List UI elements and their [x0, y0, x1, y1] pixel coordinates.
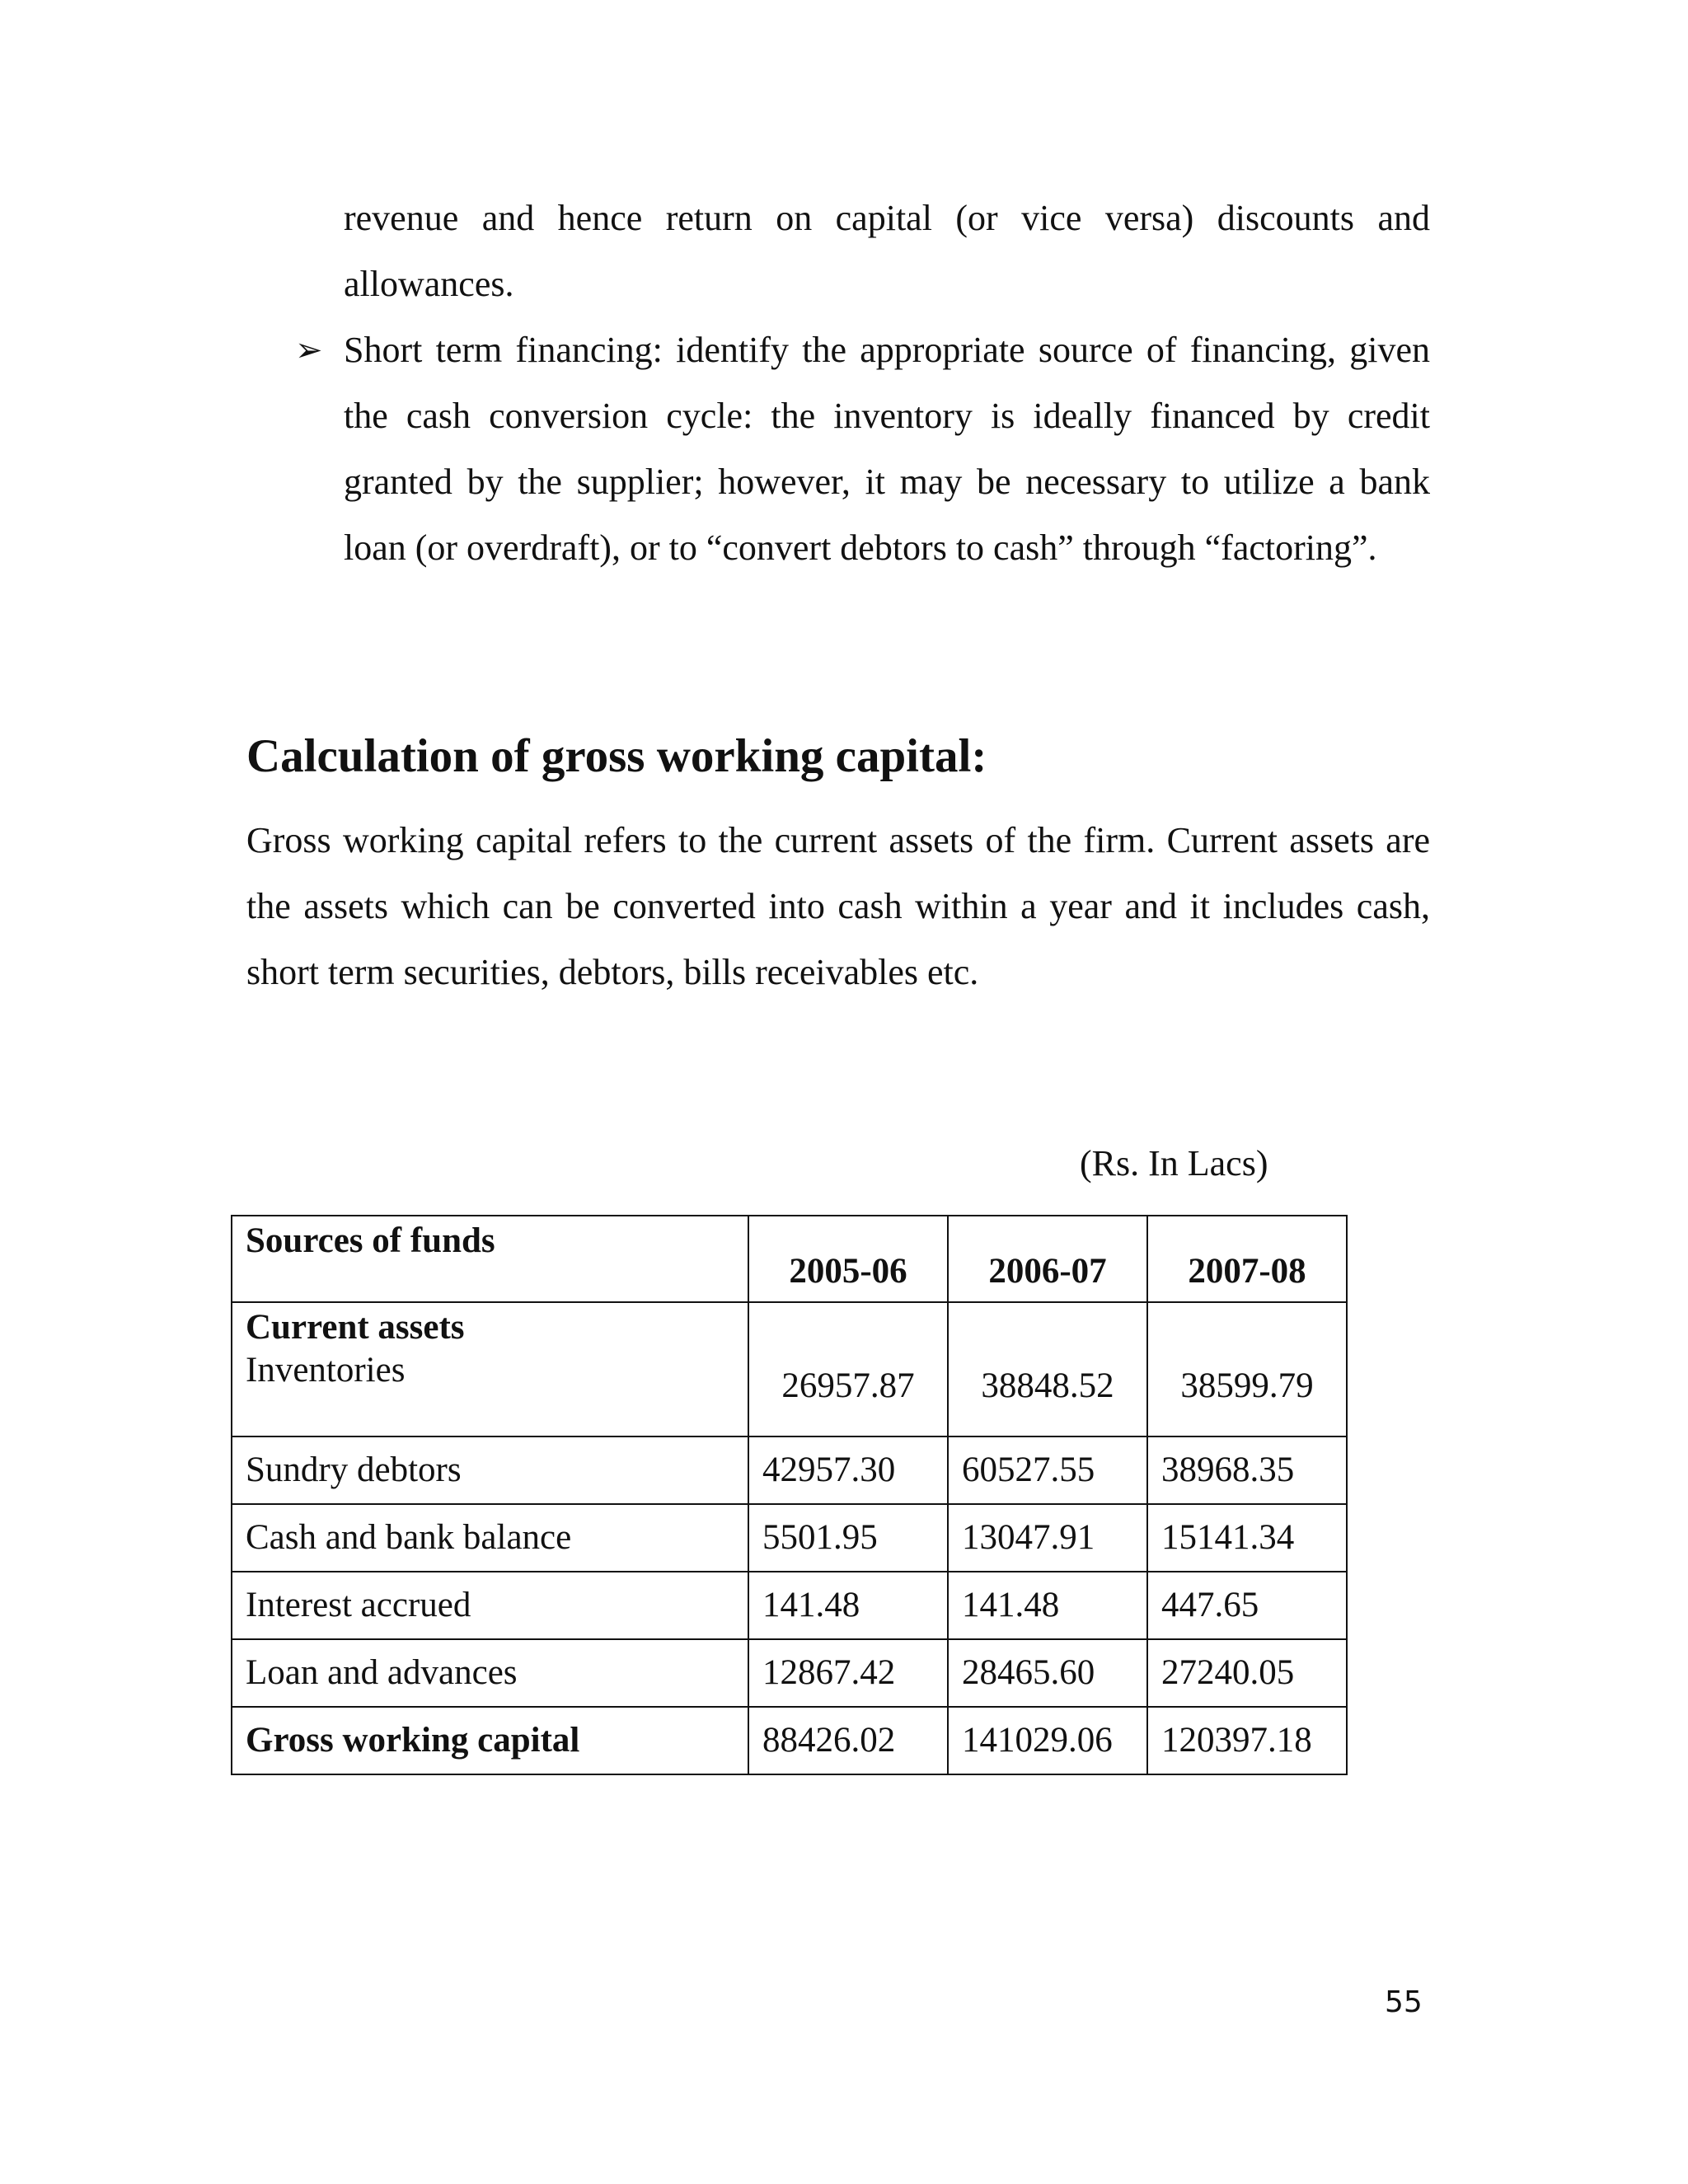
row-label-cell: Loan and advances [232, 1639, 748, 1707]
working-capital-table [231, 1215, 1348, 1775]
table-row [232, 1504, 1347, 1572]
value-cell: 12867.42 [748, 1639, 948, 1707]
value-cell: 141029.06 [948, 1707, 1147, 1774]
value-cell: 141.48 [748, 1572, 948, 1639]
value-cell: 26957.87 [748, 1302, 948, 1436]
value-cell: 88426.02 [748, 1707, 948, 1774]
section-body-paragraph: Gross working capital refers to the current assets of the firm. Current assets are the assets which can be converted into cash within a year and it includes cash, short term securities, debtors, bills receivables etc. [246, 820, 1430, 992]
row-label: Inventories [246, 1351, 406, 1390]
value-cell: 38968.35 [1147, 1436, 1347, 1504]
value-cell: 120397.18 [1147, 1707, 1347, 1774]
value-cell: 60527.55 [948, 1436, 1147, 1504]
table-row [232, 1302, 1347, 1436]
row-label-cell: Sundry debtors [232, 1436, 748, 1504]
header-year-cell: 2007-08 [1147, 1216, 1347, 1302]
arrow-bullet-icon: ➢ [295, 331, 323, 369]
row-label-cell: Interest accrued [232, 1572, 748, 1639]
header-year-cell: 2005-06 [748, 1216, 948, 1302]
table-total-row [232, 1707, 1347, 1774]
table-header-row [232, 1216, 1347, 1302]
value-cell: 27240.05 [1147, 1639, 1347, 1707]
header-year-cell: 2006-07 [948, 1216, 1147, 1302]
bullet-text: Short term financing: identify the appropriate source of financing, given the cash conversion cycle: the inventory is ideally financed by credit granted by the supplier; however, it may be necessary to utilize a bank loan (or overdraft), or to “convert debtors to cash” through “factoring”. [344, 330, 1430, 568]
header-label-cell: Sources of funds [232, 1216, 748, 1302]
value-cell: 28465.60 [948, 1639, 1147, 1707]
value-cell: 38599.79 [1147, 1302, 1347, 1436]
row-label-cell: Gross working capital [232, 1707, 748, 1774]
value-cell: 38848.52 [948, 1302, 1147, 1436]
table-row [232, 1572, 1347, 1639]
value-cell: 5501.95 [748, 1504, 948, 1572]
section-heading: Calculation of gross working capital: [246, 730, 987, 782]
table-row [232, 1436, 1347, 1504]
group-label: Current assets [246, 1308, 465, 1347]
table-row [232, 1639, 1347, 1707]
continuation-paragraph: revenue and hence return on capital (or vice versa) discounts and allowances. [344, 198, 1430, 304]
units-label: (Rs. In Lacs) [1080, 1143, 1268, 1183]
value-cell: 141.48 [948, 1572, 1147, 1639]
value-cell: 447.65 [1147, 1572, 1347, 1639]
value-cell: 13047.91 [948, 1504, 1147, 1572]
page-number: 55 [1385, 1985, 1423, 2019]
value-cell: 15141.34 [1147, 1504, 1347, 1572]
row-label-cell [232, 1302, 748, 1436]
row-label-cell: Cash and bank balance [232, 1504, 748, 1572]
value-cell: 42957.30 [748, 1436, 948, 1504]
